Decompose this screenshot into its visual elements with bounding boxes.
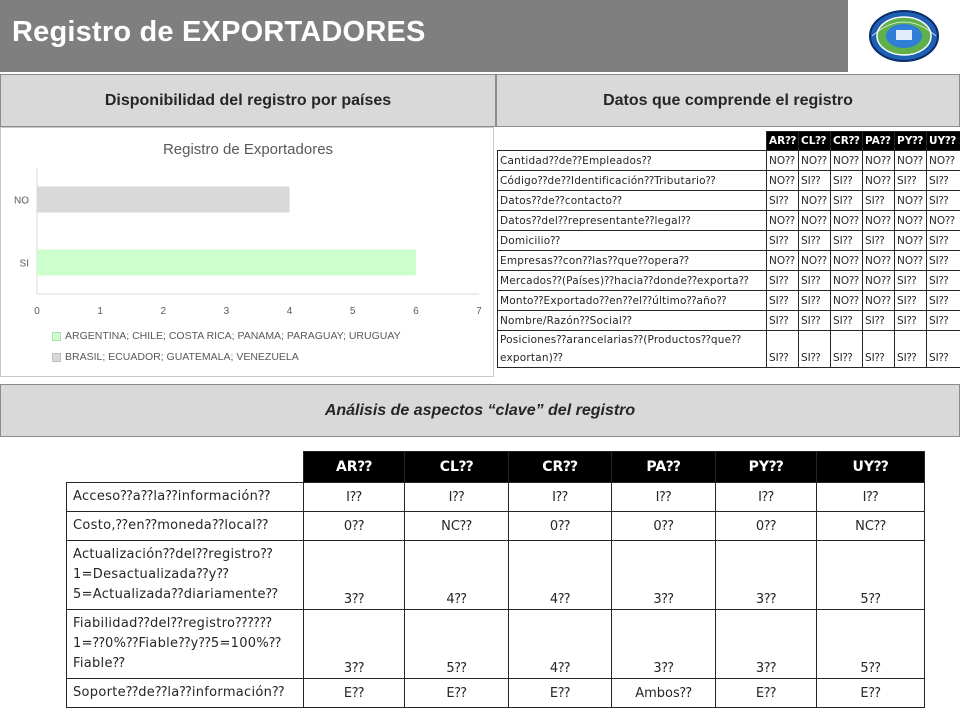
row-label: Datos⁇del⁇representante⁇legal⁇ <box>498 211 767 231</box>
title-bar <box>0 0 848 72</box>
cell-value: I⁇ <box>509 483 612 512</box>
cell-value: SI⁇ <box>799 271 831 291</box>
chart-legend <box>52 330 401 372</box>
table-row <box>498 191 960 211</box>
table-row <box>498 171 960 191</box>
row-label-line: Fiable⁇ <box>73 656 126 671</box>
cell-value: NO⁇ <box>863 151 895 171</box>
row-label-line: 1=⁇0%⁇Fiable⁇y⁇5=100%⁇ <box>73 636 282 651</box>
cell-value: SI⁇ <box>799 331 831 368</box>
cell-value: SI⁇ <box>863 231 895 251</box>
cell-value: SI⁇ <box>863 331 895 368</box>
cell-value: SI⁇ <box>831 171 863 191</box>
table-row <box>67 610 925 679</box>
cell-value: NO⁇ <box>895 191 927 211</box>
cell-value: 3⁇ <box>304 541 405 610</box>
column-header: CL⁇ <box>799 132 831 151</box>
cell-value: I⁇ <box>817 483 925 512</box>
table-row <box>67 512 925 541</box>
column-header: PA⁇ <box>863 132 895 151</box>
x-tick-label: 7 <box>476 306 482 317</box>
row-label: Nombre/Razón⁇Social⁇ <box>498 311 767 331</box>
cell-value: 0⁇ <box>612 512 716 541</box>
cell-value: I⁇ <box>405 483 509 512</box>
cell-value: NO⁇ <box>895 231 927 251</box>
row-label: Soporte⁇de⁇la⁇información⁇ <box>67 679 304 708</box>
cell-value: NO⁇ <box>799 191 831 211</box>
cell-value: 3⁇ <box>612 541 716 610</box>
table-row <box>498 251 960 271</box>
row-label: Posiciones⁇arancelarias⁇(Productos⁇que⁇ exportan)⁇ <box>498 331 767 368</box>
x-tick-label: 2 <box>160 306 167 317</box>
cell-value: 4⁇ <box>509 541 612 610</box>
column-header: UY⁇ <box>817 452 925 483</box>
legend-label-no: BRASIL; ECUADOR; GUATEMALA; VENEZUELA <box>65 351 299 363</box>
cell-value: E⁇ <box>405 679 509 708</box>
table-row <box>498 331 960 368</box>
row-label <box>67 610 304 679</box>
cell-value: I⁇ <box>612 483 716 512</box>
cell-value: NO⁇ <box>895 151 927 171</box>
cell-value: SI⁇ <box>895 311 927 331</box>
x-tick-label: 6 <box>413 306 419 317</box>
cell-value: 3⁇ <box>612 610 716 679</box>
row-label-line: 1=Desactualizada⁇y⁇ <box>73 567 229 582</box>
cell-value: 0⁇ <box>509 512 612 541</box>
row-label: Acceso⁇a⁇la⁇información⁇ <box>67 483 304 512</box>
cell-value: SI⁇ <box>831 191 863 211</box>
x-tick-label: 4 <box>286 306 293 317</box>
header-corner <box>67 452 304 483</box>
cell-value: I⁇ <box>716 483 817 512</box>
row-label: Código⁇de⁇Identificación⁇Tributario⁇ <box>498 171 767 191</box>
cell-value: SI⁇ <box>799 291 831 311</box>
row-label-line: Fiabilidad⁇del⁇registro⁇⁇⁇ <box>73 616 273 631</box>
cell-value: NO⁇ <box>895 211 927 231</box>
cell-value: NO⁇ <box>895 251 927 271</box>
cell-value: NC⁇ <box>817 512 925 541</box>
cell-value: SI⁇ <box>895 291 927 311</box>
column-header: UY⁇ <box>927 132 960 151</box>
row-label: Datos⁇de⁇contacto⁇ <box>498 191 767 211</box>
cell-value: 5⁇ <box>817 610 925 679</box>
cell-value: NO⁇ <box>799 151 831 171</box>
cell-value: I⁇ <box>304 483 405 512</box>
cell-value: E⁇ <box>509 679 612 708</box>
cell-value: NO⁇ <box>863 211 895 231</box>
column-header: CR⁇ <box>509 452 612 483</box>
legend-item-si <box>52 330 401 342</box>
column-header: PY⁇ <box>895 132 927 151</box>
cell-value: NO⁇ <box>831 251 863 271</box>
cell-value: NC⁇ <box>405 512 509 541</box>
table-row <box>498 151 960 171</box>
logo <box>848 0 960 72</box>
cell-value: NO⁇ <box>767 171 799 191</box>
cell-value: SI⁇ <box>927 331 960 368</box>
column-header: PA⁇ <box>612 452 716 483</box>
legend-item-no <box>52 351 401 363</box>
row-label <box>67 541 304 610</box>
cell-value: 3⁇ <box>304 610 405 679</box>
cell-value: E⁇ <box>817 679 925 708</box>
cell-value: NO⁇ <box>831 151 863 171</box>
row-label-line: 5=Actualizada⁇diariamente⁇ <box>73 587 279 602</box>
cell-value: NO⁇ <box>831 271 863 291</box>
cell-value: NO⁇ <box>831 211 863 231</box>
cell-value: SI⁇ <box>767 331 799 368</box>
cell-value: NO⁇ <box>863 271 895 291</box>
cell-value: SI⁇ <box>927 231 960 251</box>
row-label: Empresas⁇con⁇las⁇que⁇opera⁇ <box>498 251 767 271</box>
table-row <box>498 291 960 311</box>
cell-value: NO⁇ <box>863 291 895 311</box>
table-row <box>67 679 925 708</box>
cell-value: NO⁇ <box>799 251 831 271</box>
x-tick-label: 1 <box>97 306 103 317</box>
cell-value: SI⁇ <box>927 251 960 271</box>
row-label: Mercados⁇(Países)⁇hacia⁇donde⁇exporta⁇ <box>498 271 767 291</box>
section-header-data-fields: Datos que comprende el registro <box>496 74 960 127</box>
cell-value: NO⁇ <box>831 291 863 311</box>
table-row <box>67 483 925 512</box>
row-label-line: Actualización⁇del⁇registro⁇ <box>73 547 273 562</box>
cell-value: 3⁇ <box>716 541 817 610</box>
table-row <box>498 271 960 291</box>
cell-value: Ambos⁇ <box>612 679 716 708</box>
category-label: NO <box>14 195 29 207</box>
cell-value: NO⁇ <box>799 211 831 231</box>
chart-title: Registro de Exportadores <box>162 141 334 158</box>
organization-seal-logo-icon <box>848 0 960 72</box>
cell-value: NO⁇ <box>927 151 960 171</box>
row-label: Monto⁇Exportado⁇en⁇el⁇último⁇año⁇ <box>498 291 767 311</box>
cell-value: E⁇ <box>716 679 817 708</box>
legend-swatch-no <box>52 353 61 362</box>
x-tick-label: 5 <box>349 306 356 317</box>
header-corner <box>498 132 767 151</box>
cell-value: 5⁇ <box>405 610 509 679</box>
table-row <box>498 231 960 251</box>
cell-value: SI⁇ <box>767 191 799 211</box>
x-tick-label: 0 <box>34 306 40 317</box>
legend-swatch-si <box>52 332 61 341</box>
cell-value: SI⁇ <box>927 311 960 331</box>
row-label: Cantidad⁇de⁇Empleados⁇ <box>498 151 767 171</box>
column-header: CR⁇ <box>831 132 863 151</box>
cell-value: SI⁇ <box>895 331 927 368</box>
category-label: SI <box>19 258 29 270</box>
cell-value: 0⁇ <box>304 512 405 541</box>
cell-value: NO⁇ <box>927 211 960 231</box>
cell-value: SI⁇ <box>767 311 799 331</box>
column-header: CL⁇ <box>405 452 509 483</box>
page-title: Registro de EXPORTADORES <box>12 16 426 48</box>
section-header-key-aspects: Análisis de aspectos “clave” del registro <box>0 384 960 437</box>
table-row <box>498 211 960 231</box>
cell-value: SI⁇ <box>799 171 831 191</box>
cell-value: 3⁇ <box>716 610 817 679</box>
bar-no <box>37 187 290 213</box>
cell-value: SI⁇ <box>831 311 863 331</box>
cell-value: SI⁇ <box>799 231 831 251</box>
column-header: AR⁇ <box>767 132 799 151</box>
cell-value: SI⁇ <box>831 331 863 368</box>
section-header-availability: Disponibilidad del registro por países <box>0 74 496 127</box>
table-row <box>498 311 960 331</box>
cell-value: SI⁇ <box>863 191 895 211</box>
cell-value: SI⁇ <box>927 171 960 191</box>
cell-value: E⁇ <box>304 679 405 708</box>
cell-value: SI⁇ <box>895 271 927 291</box>
data-fields-table <box>497 131 960 368</box>
cell-value: SI⁇ <box>767 231 799 251</box>
cell-value: 5⁇ <box>817 541 925 610</box>
cell-value: SI⁇ <box>767 291 799 311</box>
cell-value: SI⁇ <box>831 231 863 251</box>
cell-value: SI⁇ <box>799 311 831 331</box>
cell-value: NO⁇ <box>863 251 895 271</box>
cell-value: SI⁇ <box>863 311 895 331</box>
x-tick-label: 3 <box>223 306 230 317</box>
cell-value: SI⁇ <box>895 171 927 191</box>
cell-value: SI⁇ <box>767 271 799 291</box>
table-row <box>67 541 925 610</box>
legend-label-si: ARGENTINA; CHILE; COSTA RICA; PANAMA; PARAGUAY; URUGUAY <box>65 330 401 342</box>
cell-value: SI⁇ <box>927 271 960 291</box>
cell-value: SI⁇ <box>927 191 960 211</box>
cell-value: 4⁇ <box>405 541 509 610</box>
column-header: PY⁇ <box>716 452 817 483</box>
column-header: AR⁇ <box>304 452 405 483</box>
cell-value: 4⁇ <box>509 610 612 679</box>
cell-value: 0⁇ <box>716 512 817 541</box>
table-header-row <box>67 452 925 483</box>
cell-value: SI⁇ <box>927 291 960 311</box>
key-aspects-table <box>66 451 925 708</box>
cell-value: NO⁇ <box>863 171 895 191</box>
table-header-row <box>498 132 960 151</box>
row-label: Costo,⁇en⁇moneda⁇local⁇ <box>67 512 304 541</box>
cell-value: NO⁇ <box>767 151 799 171</box>
cell-value: NO⁇ <box>767 211 799 231</box>
row-label: Domicilio⁇ <box>498 231 767 251</box>
cell-value: NO⁇ <box>767 251 799 271</box>
bar-si <box>37 250 416 276</box>
